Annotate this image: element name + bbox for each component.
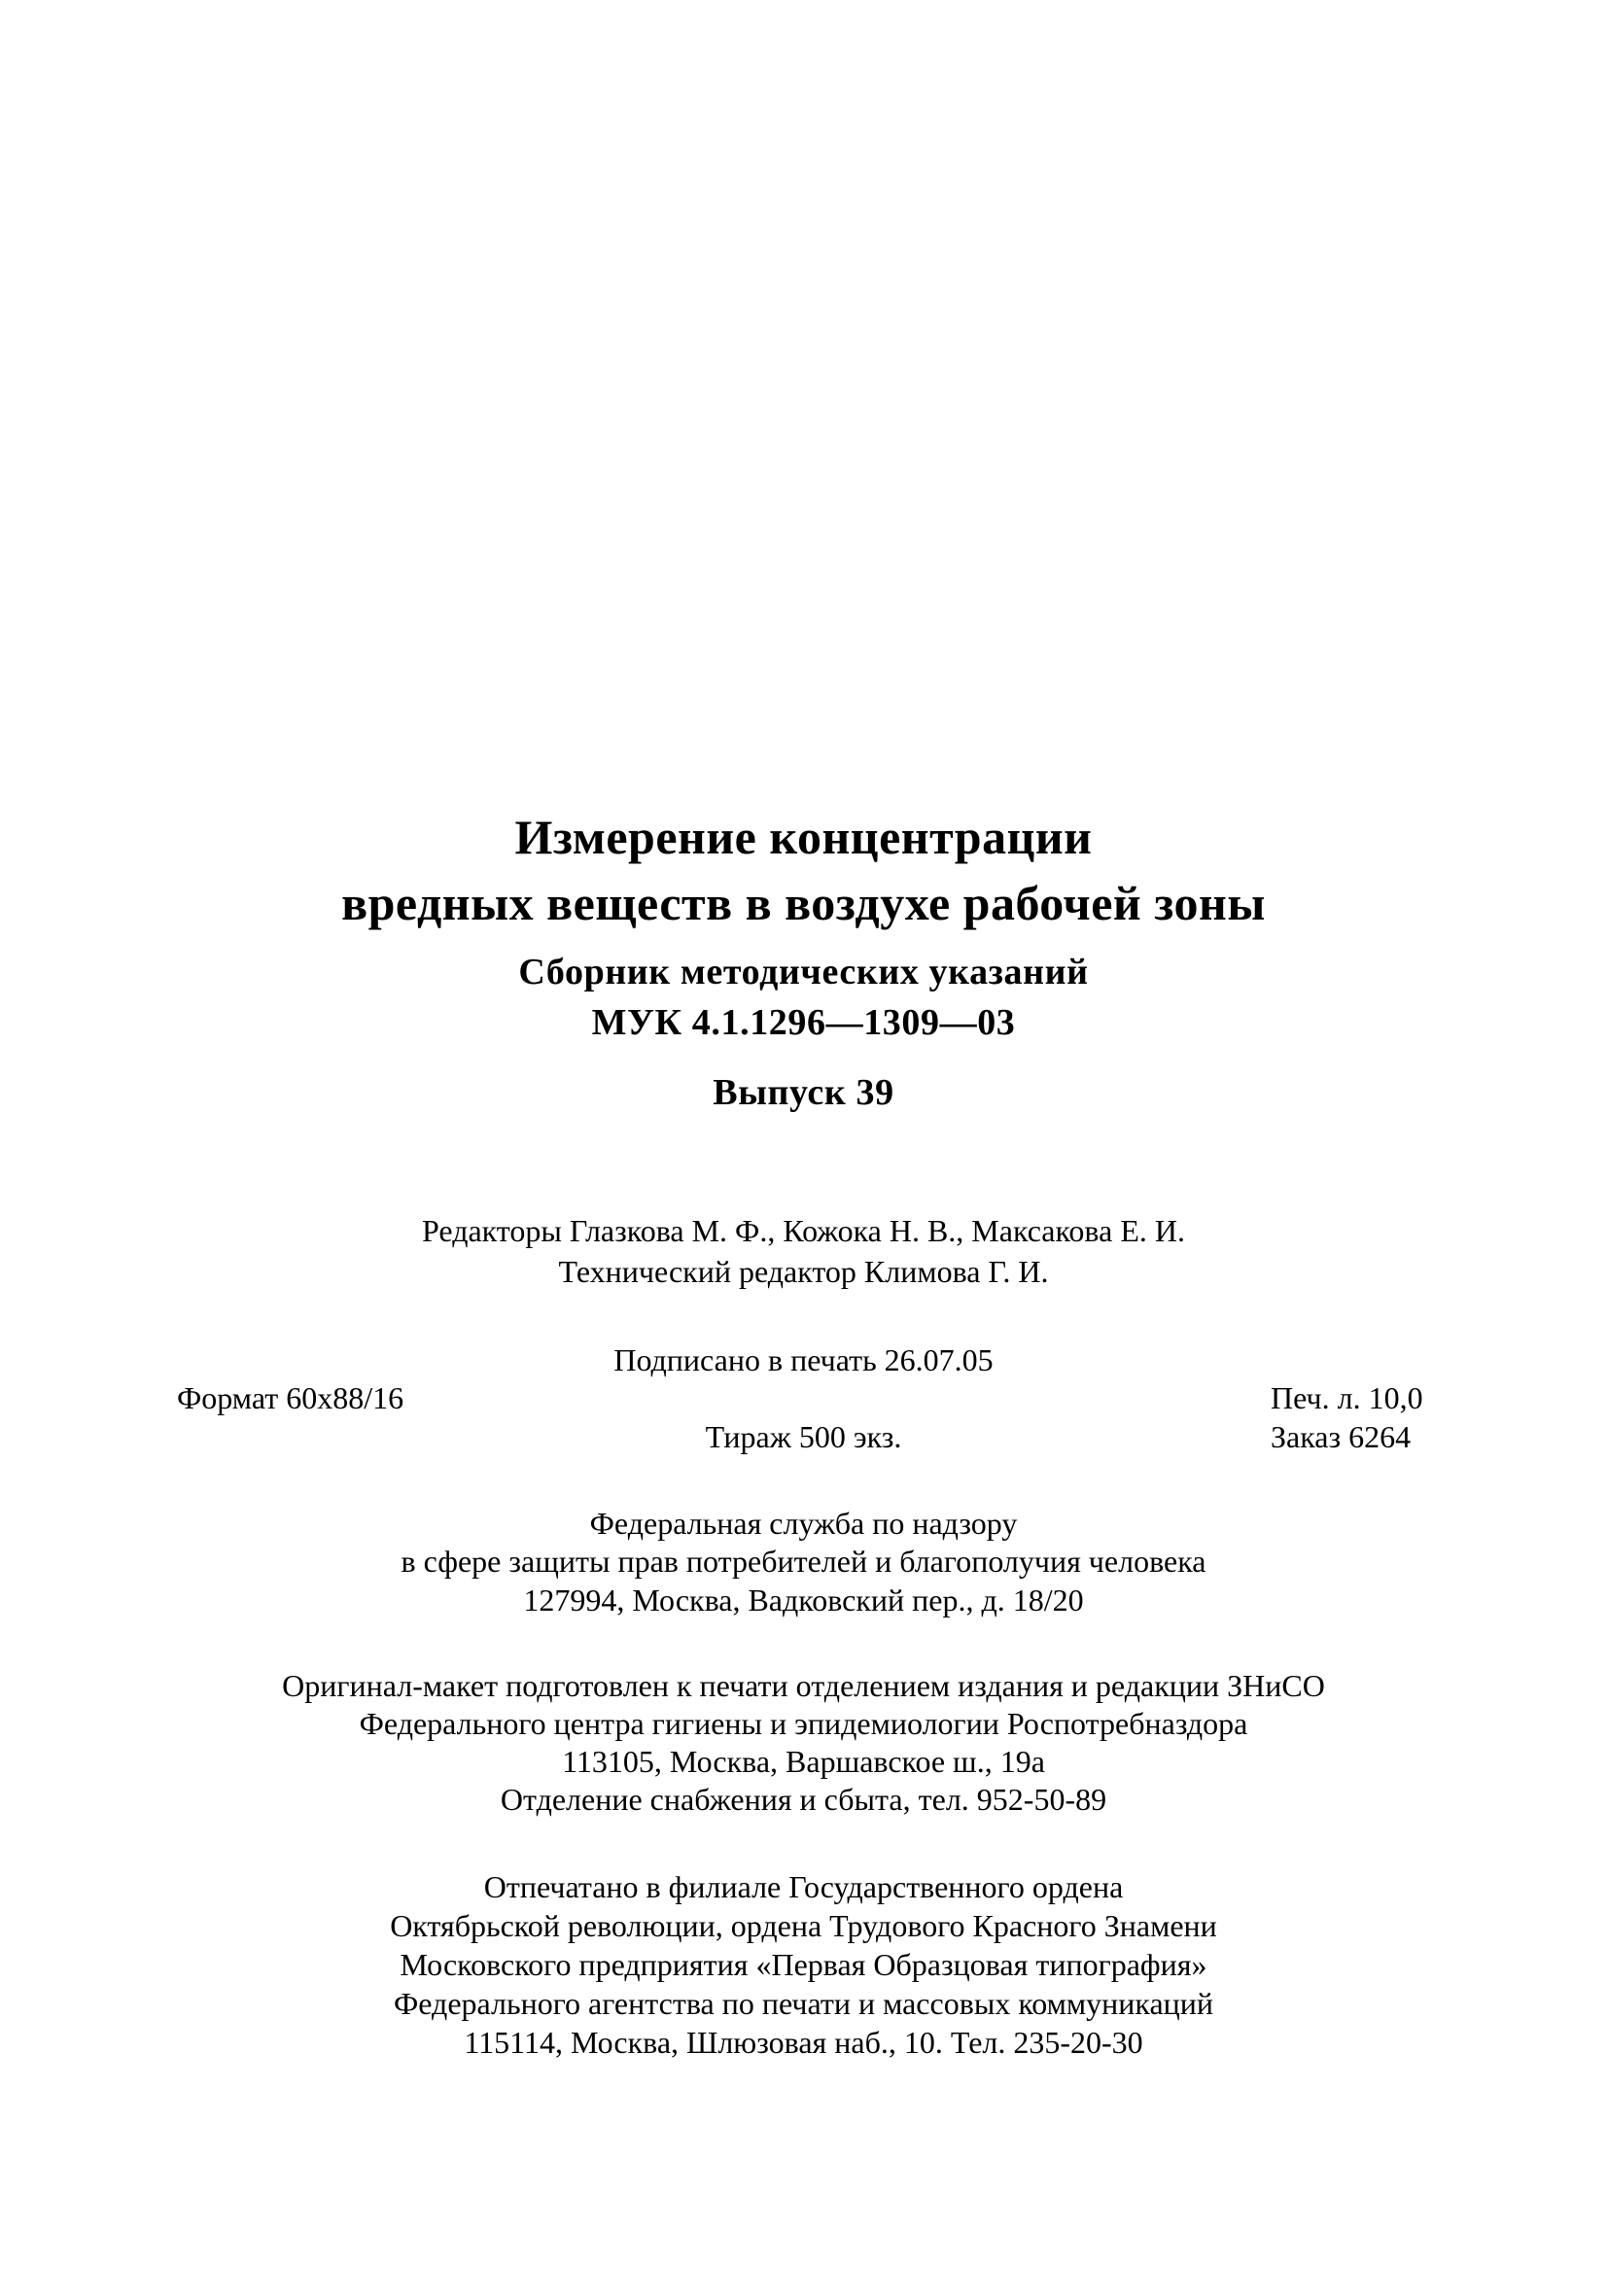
order-number: Заказ 6264 — [1271, 1419, 1412, 1454]
printed-address: 115114, Москва, Шлюзовая наб., 10. Тел. 235-20-30 — [464, 2025, 1143, 2060]
layout-prep-address: 113105, Москва, Варшавское ш., 19а — [562, 1744, 1045, 1779]
agency-line-1: Федеральная служба по надзору — [589, 1506, 1018, 1541]
title-line-1: Измерение концентрации — [514, 810, 1093, 864]
layout-prep-contact: Отделение снабжения и сбыта, тел. 952-50-89 — [500, 1782, 1107, 1817]
printed-line-1: Отпечатано в филиале Государственного ордена — [483, 1869, 1124, 1904]
format-info: Формат 60x88/16 — [177, 1380, 404, 1415]
collection-code: МУК 4.1.1296—1309—03 — [591, 1002, 1016, 1043]
title-line-2: вредных веществ в воздухе рабочей зоны — [341, 876, 1266, 930]
agency-address: 127994, Москва, Вадковский пер., д. 18/20 — [523, 1583, 1084, 1618]
collection-line-1: Сборник методических указаний — [518, 952, 1089, 992]
printed-line-2: Октябрьской революции, ордена Трудового Красного Знамени — [390, 1908, 1217, 1943]
signed-for-print: Подписано в печать 26.07.05 — [613, 1342, 994, 1377]
agency-line-2: в сфере защиты прав потребителей и благополучия человека — [401, 1544, 1206, 1579]
tech-editor-line: Технический редактор Климова Г. И. — [558, 1254, 1049, 1289]
layout-prep-line-2: Федерального центра гигиены и эпидемиологии Роспотребназдора — [359, 1706, 1248, 1741]
circulation: Тираж 500 экз. — [705, 1419, 902, 1454]
layout-prep-line-1: Оригинал-макет подготовлен к печати отделением издания и редакции ЗНиСО — [282, 1668, 1325, 1703]
issue-number: Выпуск 39 — [713, 1072, 894, 1113]
printed-line-3: Московского предприятия «Первая Образцовая типография» — [400, 1947, 1207, 1982]
editors-line: Редакторы Глазкова М. Ф., Кожока Н. В., Максакова Е. И. — [422, 1213, 1185, 1248]
print-sheets: Печ. л. 10,0 — [1271, 1380, 1423, 1415]
printed-line-4: Федерального агентства по печати и массовых коммуникаций — [393, 1986, 1214, 2021]
